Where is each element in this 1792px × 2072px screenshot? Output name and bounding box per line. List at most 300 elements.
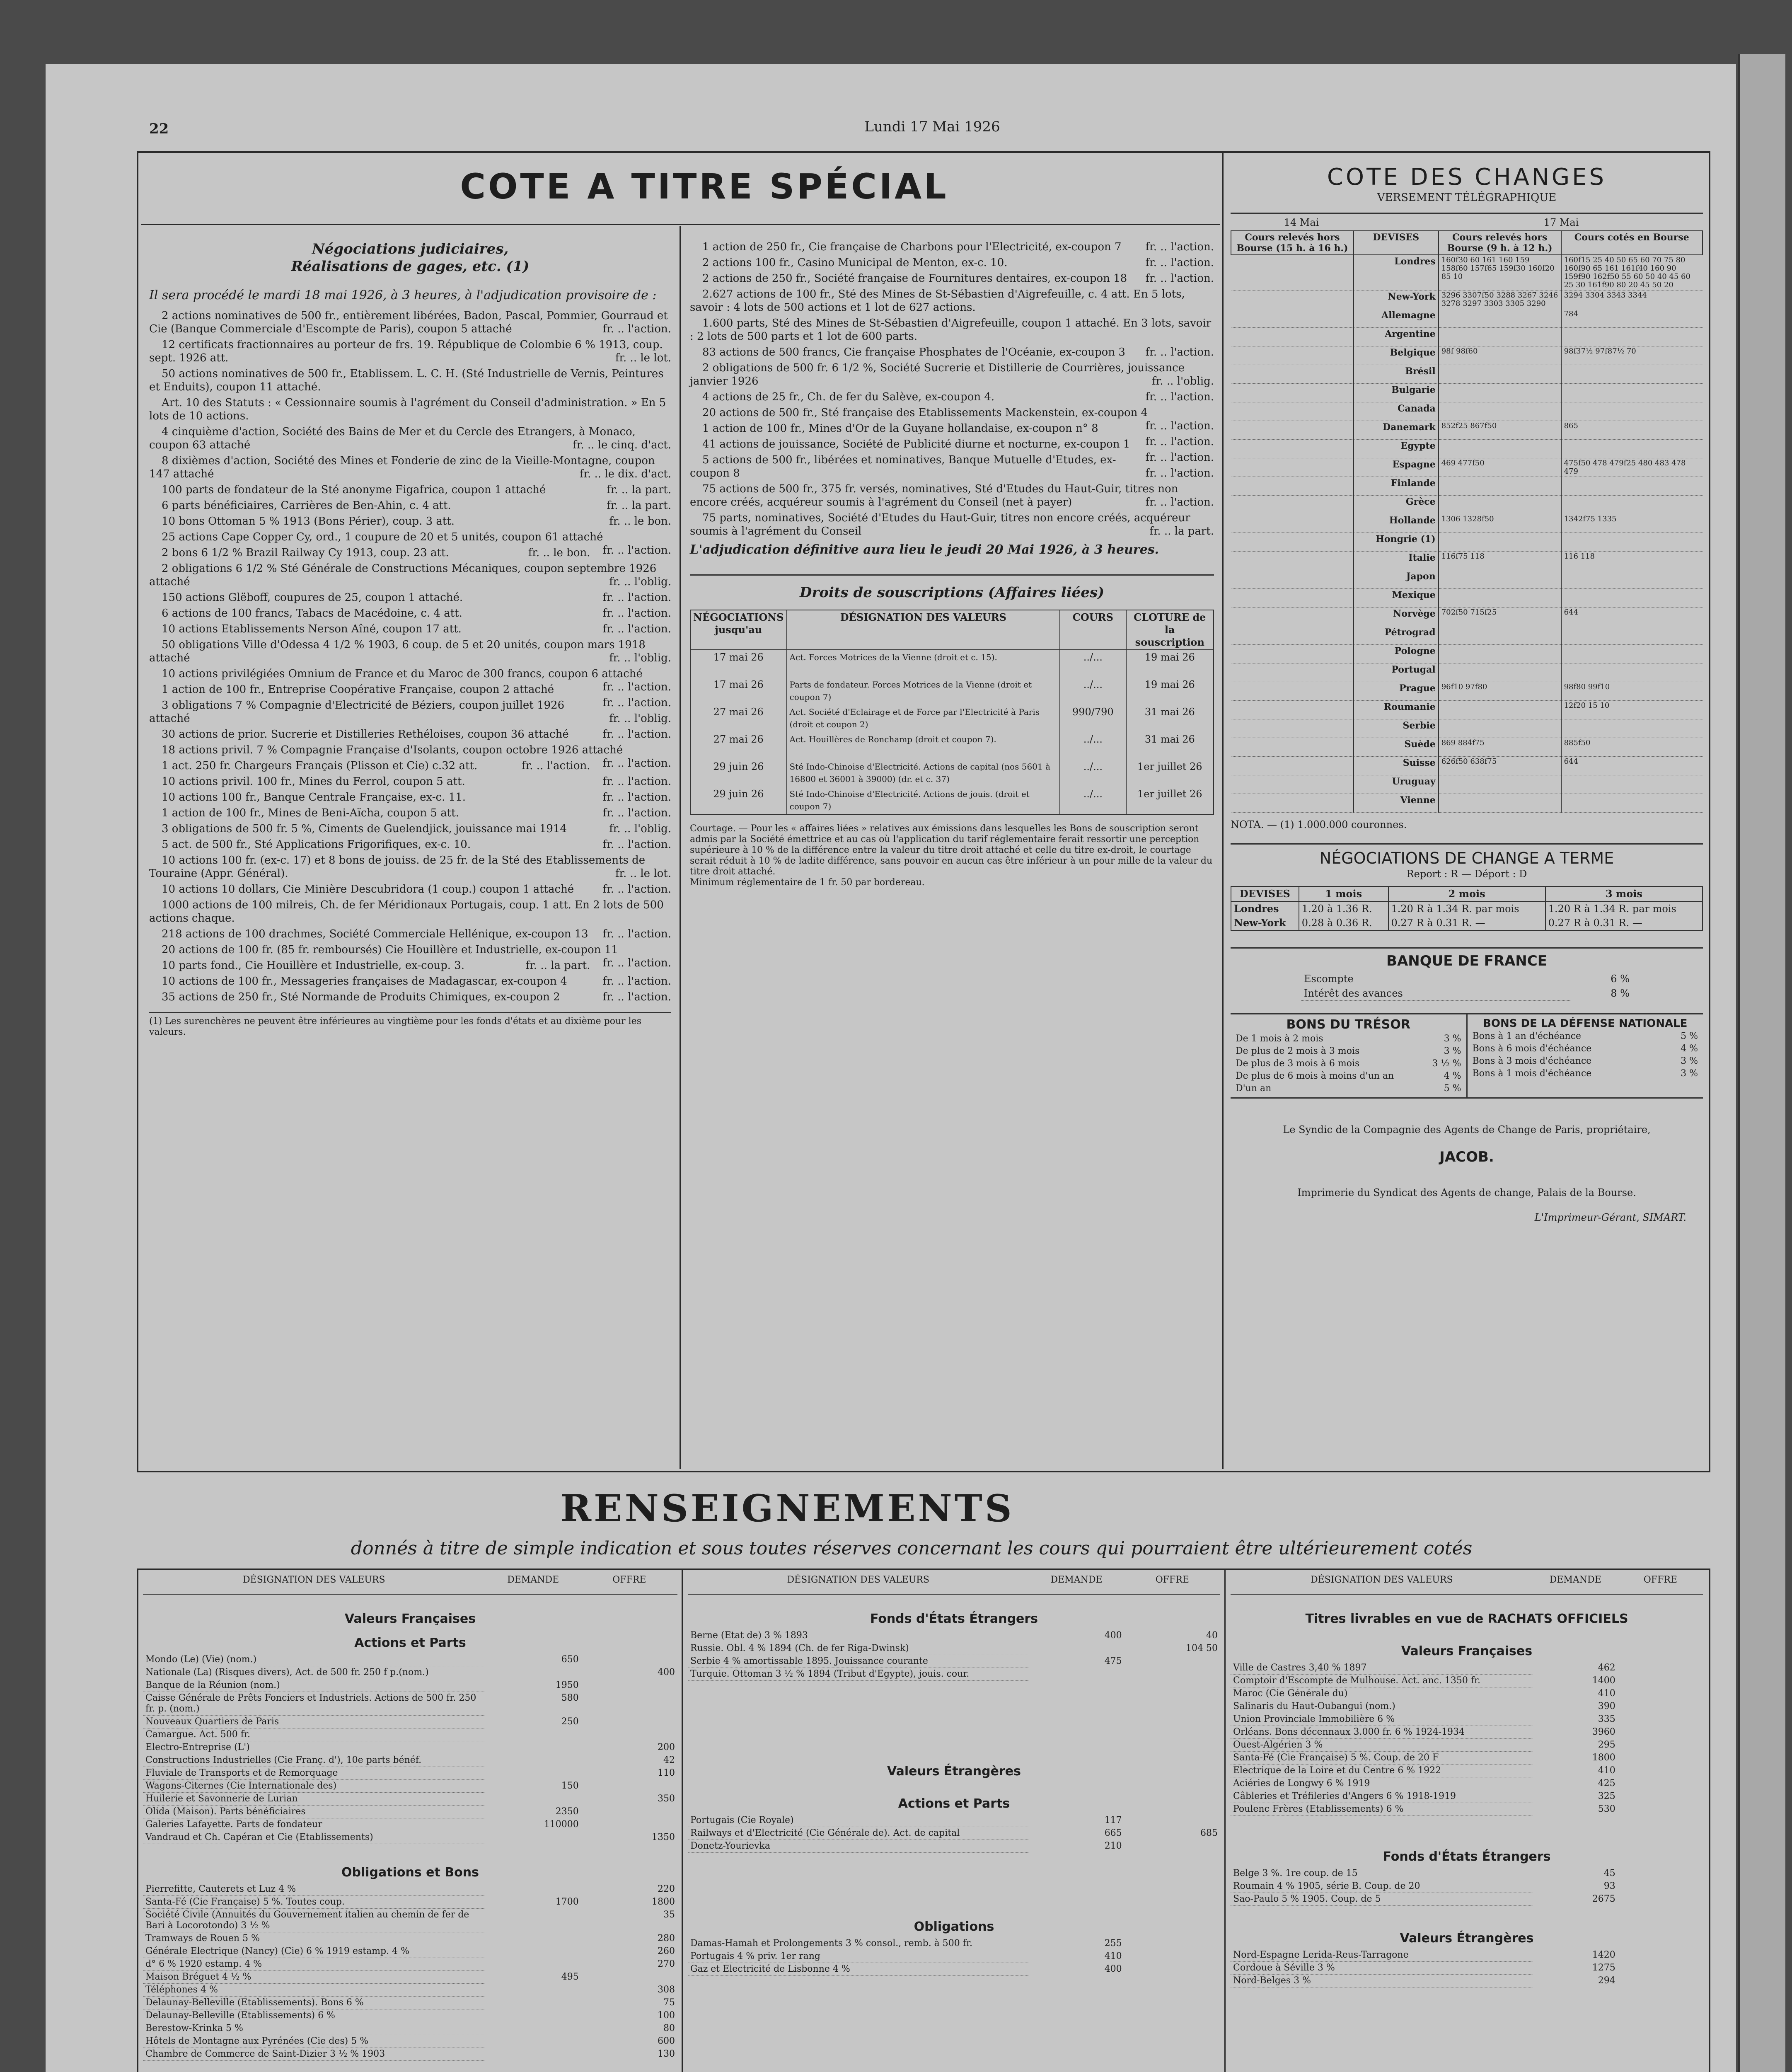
- negociations-list: [149, 309, 671, 1004]
- changes-row-cell: 96f10 97f80: [1439, 682, 1561, 701]
- syndic-text: Le Syndic de la Compagnie des Agents de Change de Paris, propriétaire,: [1283, 1124, 1651, 1135]
- list-item: [149, 638, 671, 665]
- item-unit: fr. .. l'action.: [602, 791, 671, 804]
- item-text: 4 cinquième d'action, Société des Bains de Mer et du Cercle des Etrangers, à Monaco, coupon 63 attaché: [149, 426, 636, 451]
- changes-row-cell: 160f15 25 40 50 65 60 70 75 80 160f90 65 161 161f40 160 90 159f90 162f50 55 60 50 40 45 60 25 30 161f90 80 20 45 50 20: [1561, 255, 1703, 290]
- changes-row-cell: [1231, 514, 1354, 533]
- droits-row-cell: 29 juin 26: [690, 787, 787, 815]
- item-text: 1 action de 100 fr., Entreprise Coopérative Française, coupon 2 attaché: [162, 683, 554, 696]
- table-row-cell: Nord-Belges 3 %: [1231, 1975, 1533, 1987]
- terme-row-cell: 1.20 R à 1.34 R. par mois: [1388, 901, 1545, 916]
- table-row-cell: Salinaris du Haut-Oubangui (nom.): [1231, 1700, 1533, 1713]
- table-row-cell: [581, 1806, 677, 1818]
- table-row-cell: 280: [658, 1933, 675, 1944]
- table-row-cell: Roumain 4 % 1905, série B. Coup. de 20: [1231, 1880, 1533, 1893]
- table-row-cell: Belge 3 %. 1re coup. de 15: [1231, 1867, 1533, 1880]
- droits-row-cell: 27 mai 26: [690, 732, 787, 760]
- changes-row-cell: [1439, 496, 1561, 514]
- table-row-cell: 220: [658, 1884, 675, 1894]
- changes-row-cell: [1439, 589, 1561, 608]
- col1-header-designation: DÉSIGNATION DES VALEURS: [243, 1575, 385, 1585]
- changes-row: [1231, 570, 1703, 589]
- table-row-cell: 335: [1598, 1714, 1615, 1724]
- negociations-footnote: (1) Les surenchères ne peuvent être inférieures au vingtième pour les fonds d'états et au dixième pour les valeurs.: [149, 1012, 671, 1038]
- col3-header-designation: DÉSIGNATION DES VALEURS: [1311, 1575, 1453, 1585]
- list-item: [149, 562, 671, 588]
- defense-row-cell: Bons à 3 mois d'échéance: [1472, 1056, 1592, 1066]
- table-row-cell: [485, 1945, 581, 1958]
- droits-row-cell: 27 mai 26: [690, 705, 787, 732]
- changes-row-cell: Prague: [1354, 682, 1439, 701]
- list-item: [149, 591, 671, 604]
- table-row: [143, 1767, 677, 1780]
- item-unit: fr. .. l'action.: [602, 991, 671, 1003]
- col2-header-designation: DÉSIGNATION DES VALEURS: [787, 1575, 929, 1585]
- table-row-cell: Câbleries et Tréfileries d'Angers 6 % 1918-1919: [1231, 1790, 1533, 1803]
- table-row-cell: Poulenc Frères (Etablissements) 6 %: [1231, 1803, 1533, 1816]
- table-row: [143, 1818, 677, 1831]
- table-row-cell: 475: [1104, 1656, 1122, 1666]
- changes-row-cell: [1231, 608, 1354, 626]
- item-text: 2 actions nominatives de 500 fr., entièrement libérées, Badon, Pascal, Pommier, Gourraud et Cie (Banque Commerciale d'Escompte de Paris), coupon 5 attaché: [149, 310, 668, 335]
- bons-tresor-title: BONS DU TRÉSOR: [1286, 1017, 1410, 1032]
- item-text: 83 actions de 500 francs, Cie française Phosphates de l'Océanie, ex-coupon 3: [702, 346, 1125, 358]
- table-row-cell: 1400: [1592, 1675, 1615, 1686]
- table-row-cell: Tramways de Rouen 5 %: [143, 1932, 485, 1945]
- list-item: [149, 775, 671, 788]
- table-row-cell: 250: [561, 1716, 579, 1727]
- item-text: 6 parts bénéficiaires, Carrières de Ben-Ahin, c. 4 att.: [162, 499, 451, 512]
- changes-row-cell: Hollande: [1354, 514, 1439, 533]
- droits-row-cell: Act. Forces Motrices de la Vienne (droit et c. 15).: [787, 650, 1060, 678]
- changes-row-cell: [1231, 346, 1354, 365]
- adjudication-list: [690, 240, 1214, 538]
- item-unit: fr. .. le bon.: [609, 515, 671, 528]
- changes-row-cell: Espagne: [1354, 458, 1439, 477]
- table-row-cell: Hôtels de Montagne aux Pyrénées (Cie des) 5 %: [143, 2035, 485, 2048]
- droits-row-cell: 1er juillet 26: [1137, 761, 1202, 772]
- tresor-row-cell: De 1 mois à 2 mois: [1236, 1034, 1323, 1044]
- list-item: [690, 511, 1214, 538]
- table-row-cell: 665: [1104, 1828, 1122, 1838]
- changes-row-cell: 3294 3304 3343 3344: [1561, 290, 1703, 309]
- changes-row-cell: [1231, 533, 1354, 552]
- item-unit: fr. .. la part.: [1149, 525, 1214, 537]
- table-row-cell: [1618, 1949, 1703, 1962]
- table-row-cell: [1618, 1893, 1703, 1906]
- item-text: 25 actions Cape Copper Cy, ord., 1 coupure de 20 et 5 unités, coupon 61 attaché: [162, 531, 603, 543]
- table-row-cell: 150: [561, 1780, 579, 1791]
- item-unit: fr. .. le bon.: [528, 547, 590, 559]
- table-row: [688, 1642, 1220, 1655]
- table-row-cell: [485, 1932, 581, 1945]
- changes-row-cell: Finlande: [1354, 477, 1439, 496]
- droits-header-designation: DÉSIGNATION DES VALEURS: [787, 610, 1060, 650]
- tresor-row-cell: D'un an: [1236, 1083, 1272, 1094]
- table-row-cell: 390: [1598, 1701, 1615, 1711]
- item-text: 10 actions 100 fr. (ex-c. 17) et 8 bons de jouiss. de 25 fr. de la Sté des Etablissements de Touraine (Appr. Général).: [149, 854, 646, 880]
- table-row-cell: [1618, 1975, 1703, 1987]
- list-item: [149, 898, 671, 925]
- changes-row-cell: New-York: [1354, 290, 1439, 309]
- item-text: 20 actions de 500 fr., Sté française des Etablissements Mackenstein, ex-coupon 4: [702, 407, 1148, 419]
- col3-heading-rachats: Titres livrables en vue de RACHATS OFFICIELS: [1305, 1612, 1628, 1626]
- table-row: [1231, 1975, 1703, 1987]
- changes-row-cell: [1439, 384, 1561, 402]
- table-row: [143, 1958, 677, 1971]
- table-row: [143, 1896, 677, 1909]
- item-text: 50 actions nominatives de 500 fr., Etablissem. L. C. H. (Sté Industrielle de Vernis, Peintures et Enduits), coupon 11 attaché.: [149, 368, 664, 393]
- item-text: 75 parts, nominatives, Société d'Etudes du Haut-Guir, titres non encore créés, acquéreur soumis à l'agrément du Conseil: [690, 512, 1190, 537]
- table-row-cell: 308: [658, 1984, 675, 1995]
- item-unit: fr. .. l'oblig.: [609, 576, 671, 588]
- table-row: [1231, 1726, 1703, 1739]
- list-item: [149, 883, 671, 896]
- table-row-cell: [485, 1909, 581, 1932]
- droits-header-cloture: CLOTURE de la souscription: [1126, 610, 1214, 650]
- table-row-cell: Nationale (La) (Risques divers), Act. de 500 fr. 250 f p.(nom.): [143, 1666, 485, 1679]
- tresor-row-cell: 5 %: [1444, 1083, 1461, 1094]
- table-row-cell: [1028, 1668, 1124, 1681]
- table-row-cell: Pierrefitte, Cauterets et Luz 4 %: [143, 1883, 485, 1896]
- changes-row-cell: [1561, 496, 1703, 514]
- changes-row-cell: [1231, 589, 1354, 608]
- table-row-cell: 400: [1104, 1630, 1122, 1641]
- table-row: [143, 1679, 677, 1692]
- renseignements-col-1: [143, 1575, 677, 2061]
- table-row: [688, 1840, 1220, 1853]
- col2-header-demande: DEMANDE: [1050, 1575, 1103, 1585]
- list-item: [149, 822, 671, 835]
- item-text: 2.627 actions de 100 fr., Sté des Mines de St-Sébastien d'Aigrefeuille, c. 4 att. En 5 lots, savoir : 4 lots de 500 actions et 1 lot de 627 actions.: [690, 288, 1185, 314]
- page-number: 22: [149, 121, 169, 137]
- table-row-cell: 2350: [555, 1806, 579, 1817]
- tresor-row-cell: 4 %: [1444, 1071, 1461, 1081]
- changes-row-cell: [1231, 290, 1354, 309]
- droits-row-cell: Parts de fondateur. Forces Motrices de la Vienne (droit et coupon 7): [787, 678, 1060, 705]
- changes-row: [1231, 309, 1703, 328]
- col3-francaises-table: [1231, 1662, 1703, 1816]
- table-row-cell: [1618, 1880, 1703, 1893]
- item-text: 218 actions de 100 drachmes, Société Commerciale Hellénique, ex-coupon 13: [162, 928, 588, 940]
- tresor-row-cell: De plus de 6 mois à moins d'un an: [1236, 1071, 1394, 1081]
- table-row: [143, 1666, 677, 1679]
- changes-row-cell: [1561, 533, 1703, 552]
- item-unit: fr. .. l'action.: [602, 323, 671, 335]
- changes-row-cell: 702f50 715f25: [1439, 608, 1561, 626]
- item-text: 4 actions de 25 fr., Ch. de fer du Salève, ex-coupon 4.: [702, 391, 995, 403]
- table-row-cell: Serbie 4 % amortissable 1895. Jouissance courante: [688, 1655, 1028, 1668]
- table-row-cell: [581, 1716, 677, 1728]
- table-row-cell: Wagons-Citernes (Cie Internationale des): [143, 1780, 485, 1793]
- terme-header-devises: DEVISES: [1231, 886, 1299, 901]
- changes-row-cell: Belgique: [1354, 346, 1439, 365]
- tresor-row-cell: De plus de 3 mois à 6 mois: [1236, 1058, 1360, 1069]
- table-row-cell: 1275: [1592, 1962, 1615, 1973]
- droits-row-cell: 990/790: [1060, 705, 1126, 732]
- list-item: [690, 288, 1214, 314]
- table-row-cell: 80: [663, 2023, 675, 2033]
- list-item: [149, 309, 671, 336]
- cote-title: COTE A TITRE SPÉCIAL: [460, 166, 949, 207]
- col3-etrangeres-table: [1231, 1949, 1703, 1987]
- changes-row-cell: Danemark: [1354, 421, 1439, 440]
- table-row: [143, 1653, 677, 1666]
- item-unit: fr. .. le lot.: [615, 867, 671, 880]
- item-unit: fr. .. l'action.: [602, 807, 671, 819]
- table-row-cell: Société Civile (Annuités du Gouvernement italien au chemin de fer de Bari à Locorotondo) 3 ½ %: [143, 1909, 485, 1932]
- col1-obligations-table: [143, 1883, 677, 2061]
- list-item: [149, 990, 671, 1004]
- changes-row-cell: 3296 3307f50 3288 3267 3246 3278 3297 3303 3305 3290: [1439, 290, 1561, 309]
- table-row-cell: 93: [1603, 1881, 1615, 1891]
- terme-row-cell: Londres: [1231, 901, 1299, 916]
- table-row: [143, 1692, 677, 1716]
- item-unit: fr. .. l'action.: [602, 697, 671, 709]
- col3-heading-valeurs-etrangeres: Valeurs Étrangères: [1400, 1931, 1534, 1946]
- tresor-row: [1233, 1082, 1464, 1095]
- changes-row-cell: [1439, 719, 1561, 738]
- table-row-cell: 410: [1598, 1688, 1615, 1699]
- table-row-cell: [581, 1780, 677, 1793]
- item-text: 1 act. 250 fr. Chargeurs Français (Plisson et Cie) c.32 att.: [162, 760, 478, 772]
- table-row-cell: 117: [1104, 1815, 1122, 1825]
- item-text: Art. 10 des Statuts : « Cessionnaire soumis à l'agrément du Conseil d'administration. » En 5 lots de 10 actions.: [149, 397, 666, 422]
- table-row-cell: [1618, 1687, 1703, 1700]
- droits-row-cell: 17 mai 26: [690, 678, 787, 705]
- item-unit: fr. .. l'action.: [1145, 436, 1214, 448]
- changes-row-cell: Bulgarie: [1354, 384, 1439, 402]
- table-row-cell: Nord-Espagne Lerida-Reus-Tarragone: [1231, 1949, 1533, 1962]
- item-unit: fr. .. l'oblig.: [1152, 375, 1214, 387]
- table-row-cell: [1028, 1642, 1124, 1655]
- table-row-cell: Portugais 4 % priv. 1er rang: [688, 1950, 1028, 1963]
- table-row-cell: 270: [658, 1958, 675, 1969]
- item-unit: fr. .. l'action.: [602, 883, 671, 896]
- tresor-row-cell: 3 %: [1444, 1034, 1461, 1044]
- banque-title: BANQUE DE FRANCE: [1231, 947, 1703, 969]
- list-item: [690, 390, 1214, 404]
- item-unit: fr. .. l'action.: [1145, 391, 1214, 403]
- changes-row-cell: [1561, 477, 1703, 496]
- table-row-cell: Maroc (Cie Générale du): [1231, 1687, 1533, 1700]
- changes-row-cell: [1231, 384, 1354, 402]
- changes-date-left: 14 Mai: [1284, 217, 1319, 228]
- item-text: 1.600 parts, Sté des Mines de St-Sébastien d'Aigrefeuille, coupon 1 attaché. En 3 lots, savoir : 2 lots de 500 parts et 1 lot de 600 parts.: [690, 317, 1212, 343]
- defense-row: [1470, 1030, 1701, 1043]
- item-unit: fr. .. la part.: [607, 499, 671, 512]
- changes-row: [1231, 775, 1703, 794]
- changes-row-cell: 1342f75 1335: [1561, 514, 1703, 533]
- table-row: [143, 1754, 677, 1767]
- changes-row-cell: 475f50 478 479f25 480 483 478 479: [1561, 458, 1703, 477]
- droits-row-cell: ../...: [1060, 650, 1126, 678]
- changes-row-cell: [1439, 402, 1561, 421]
- table-row-cell: [1618, 1777, 1703, 1790]
- table-row: [688, 1827, 1220, 1840]
- list-item: [149, 454, 671, 481]
- table-row: [688, 1668, 1220, 1681]
- item-text: 10 actions privil. 100 fr., Mines du Ferrol, coupon 5 att.: [162, 775, 465, 788]
- table-row-cell: [1125, 1937, 1220, 1950]
- item-text: 2 obligations 6 1/2 % Sté Générale de Constructions Mécaniques, coupon septembre 1926 attaché: [149, 562, 657, 588]
- table-row-cell: 110000: [544, 1819, 579, 1830]
- table-row-cell: [485, 1831, 581, 1844]
- next-page-edge: [1738, 54, 1785, 2072]
- col2-fonds-table: [688, 1629, 1220, 1681]
- table-row-cell: 35: [663, 1909, 675, 1920]
- col3-heading-fonds: Fonds d'États Étrangers: [1383, 1849, 1551, 1864]
- table-row-cell: [1125, 1950, 1220, 1963]
- renseignements-col-3: [1231, 1575, 1703, 1987]
- changes-row: [1231, 701, 1703, 719]
- table-row-cell: Union Provinciale Immobilière 6 %: [1231, 1713, 1533, 1726]
- table-row: [1231, 1765, 1703, 1777]
- table-row-cell: Orléans. Bons décennaux 3.000 fr. 6 % 1924-1934: [1231, 1726, 1533, 1739]
- item-text: 35 actions de 250 fr., Sté Normande de Produits Chimiques, ex-coupon 2: [162, 991, 560, 1003]
- changes-row-cell: [1561, 663, 1703, 682]
- table-row: [1231, 1662, 1703, 1675]
- changes-row-cell: [1231, 645, 1354, 663]
- item-text: 18 actions privil. 7 % Compagnie Française d'Isolants, coupon octobre 1926 attaché: [162, 744, 623, 756]
- col2-heading-valeurs-etrangeres: Valeurs Étrangères: [887, 1764, 1021, 1779]
- droits-table: [690, 610, 1214, 815]
- changes-row: [1231, 552, 1703, 570]
- table-row-cell: [1618, 1675, 1703, 1687]
- changes-subtitle: VERSEMENT TÉLÉGRAPHIQUE: [1377, 191, 1557, 204]
- changes-row: [1231, 682, 1703, 701]
- droits-row-cell: Act. Houillères de Ronchamp (droit et coupon 7).: [787, 732, 1060, 760]
- table-row-cell: [485, 1793, 581, 1806]
- table-row-cell: [485, 1767, 581, 1780]
- changes-row-cell: Suède: [1354, 738, 1439, 757]
- table-row: [1231, 1687, 1703, 1700]
- changes-row-cell: 469 477f50: [1439, 458, 1561, 477]
- droits-row-cell: ../...: [1060, 760, 1126, 787]
- item-unit: fr. .. l'action.: [602, 957, 671, 969]
- table-row-cell: Galeries Lafayette. Parts de fondateur: [143, 1818, 485, 1831]
- terme-row-cell: 1.20 à 1.36 R.: [1299, 901, 1388, 916]
- changes-row-cell: [1561, 384, 1703, 402]
- table-row-cell: [1618, 1726, 1703, 1739]
- item-unit: fr. .. l'action.: [602, 775, 671, 788]
- item-text: 75 actions de 500 fr., 375 fr. versés, nominatives, Sté d'Etudes du Haut-Guir, titres non encore créés, acquéreur soumis à l'agrément du Conseil (net à payer): [690, 483, 1178, 508]
- item-text: 3 obligations 7 % Compagnie d'Electricité de Béziers, coupon juillet 1926 attaché: [149, 699, 565, 725]
- changes-row: [1231, 365, 1703, 384]
- table-row-cell: [1618, 1752, 1703, 1765]
- item-text: 100 parts de fondateur de la Sté anonyme Figafrica, coupon 1 attaché: [162, 484, 546, 496]
- table-row-cell: 600: [658, 2036, 675, 2046]
- item-text: 10 actions Etablissements Nerson Aîné, coupon 17 att.: [162, 623, 462, 635]
- droits-title: Droits de souscriptions (Affaires liées): [690, 574, 1214, 601]
- droits-row: [690, 732, 1214, 760]
- list-item: [149, 338, 671, 365]
- list-item: [149, 622, 671, 636]
- table-row-cell: Comptoir d'Escompte de Mulhouse. Act. anc. 1350 fr.: [1231, 1675, 1533, 1687]
- changes-row: [1231, 402, 1703, 421]
- table-row: [143, 2022, 677, 2035]
- table-row-cell: [581, 1728, 677, 1741]
- list-item: [149, 854, 671, 880]
- changes-column: [1231, 164, 1703, 1224]
- banque-row: [1301, 986, 1632, 1001]
- changes-row-cell: [1439, 663, 1561, 682]
- changes-row-cell: Londres: [1354, 255, 1439, 290]
- changes-row: [1231, 346, 1703, 365]
- changes-header-hors-bourse-1: Cours relevés hors Bourse (15 h. à 16 h.): [1231, 231, 1354, 255]
- item-text: 10 bons Ottoman 5 % 1913 (Bons Périer), coup. 3 att.: [162, 515, 455, 528]
- list-item: [690, 272, 1214, 285]
- table-row-cell: 104 50: [1186, 1643, 1218, 1653]
- changes-row-cell: 784: [1561, 309, 1703, 328]
- changes-row-cell: 852f25 867f50: [1439, 421, 1561, 440]
- list-item: [690, 240, 1214, 254]
- col3-header-offre: OFFRE: [1643, 1575, 1677, 1585]
- table-row-cell: Générale Electrique (Nancy) (Cie) 6 % 1919 estamp. 4 %: [143, 1945, 485, 1958]
- table-row-cell: Railways et d'Electricité (Cie Générale de). Act. de capital: [688, 1827, 1028, 1840]
- changes-row-cell: 1306 1328f50: [1439, 514, 1561, 533]
- changes-row: [1231, 794, 1703, 813]
- table-row-cell: Damas-Hamah et Prolongements 3 % consol., remb. à 500 fr.: [688, 1937, 1028, 1950]
- defense-row-cell: 5 %: [1681, 1031, 1698, 1041]
- changes-row-cell: Brésil: [1354, 365, 1439, 384]
- terme-table: [1231, 886, 1703, 931]
- changes-row: [1231, 757, 1703, 775]
- table-row-cell: [1125, 1668, 1220, 1681]
- changes-row-cell: [1439, 309, 1561, 328]
- changes-row-cell: [1561, 402, 1703, 421]
- table-row-cell: 425: [1598, 1778, 1615, 1789]
- table-row-cell: 260: [658, 1946, 675, 1956]
- terme-header-3-mois: 3 mois: [1545, 886, 1703, 901]
- table-row: [1231, 1790, 1703, 1803]
- changes-row-cell: [1561, 794, 1703, 813]
- list-item: [149, 425, 671, 452]
- item-text: 10 actions 10 dollars, Cie Minière Descubridora (1 coup.) coupon 1 attaché: [162, 883, 574, 896]
- table-row-cell: 1800: [652, 1896, 675, 1907]
- col1-actions-table: [143, 1653, 677, 1844]
- list-item: [149, 483, 671, 496]
- table-row-cell: Chambre de Commerce de Saint-Dizier 3 ½ % 1903: [143, 2048, 485, 2061]
- banque-row-cell: 6 %: [1611, 973, 1630, 985]
- gerant-text: L'Imprimeur-Gérant, SIMART.: [1534, 1212, 1686, 1223]
- table-row-cell: Caisse Générale de Prêts Fonciers et Industriels. Actions de 500 fr. 250 fr. p. (nom.): [143, 1692, 485, 1716]
- changes-row-cell: [1561, 645, 1703, 663]
- table-row-cell: 650: [561, 1654, 579, 1665]
- table-row-cell: [485, 2022, 581, 2035]
- table-row-cell: [1125, 1814, 1220, 1827]
- table-row-cell: [581, 1818, 677, 1831]
- table-row-cell: 75: [663, 1997, 675, 2008]
- table-row: [143, 1909, 677, 1932]
- item-text: 41 actions de jouissance, Société de Publicité diurne et nocturne, ex-coupon 1: [702, 438, 1130, 450]
- list-item: [690, 482, 1214, 509]
- table-row-cell: Ville de Castres 3,40 % 1897: [1231, 1662, 1533, 1675]
- terme-row-cell: 1.20 R à 1.34 R. par mois: [1548, 903, 1676, 915]
- table-row: [1231, 1803, 1703, 1816]
- defense-row-cell: Bons à 1 an d'échéance: [1472, 1031, 1582, 1041]
- changes-row-cell: [1231, 794, 1354, 813]
- changes-row-cell: [1439, 626, 1561, 645]
- changes-row-cell: [1231, 458, 1354, 477]
- changes-row-cell: [1439, 440, 1561, 458]
- adjudication-closing: L'adjudication définitive aura lieu le jeudi 20 Mai 1926, à 3 heures.: [690, 542, 1159, 557]
- changes-row-cell: Japon: [1354, 570, 1439, 589]
- changes-row-cell: [1561, 719, 1703, 738]
- table-row-cell: [1125, 1840, 1220, 1853]
- tresor-row: [1233, 1033, 1464, 1045]
- list-item: [690, 346, 1214, 359]
